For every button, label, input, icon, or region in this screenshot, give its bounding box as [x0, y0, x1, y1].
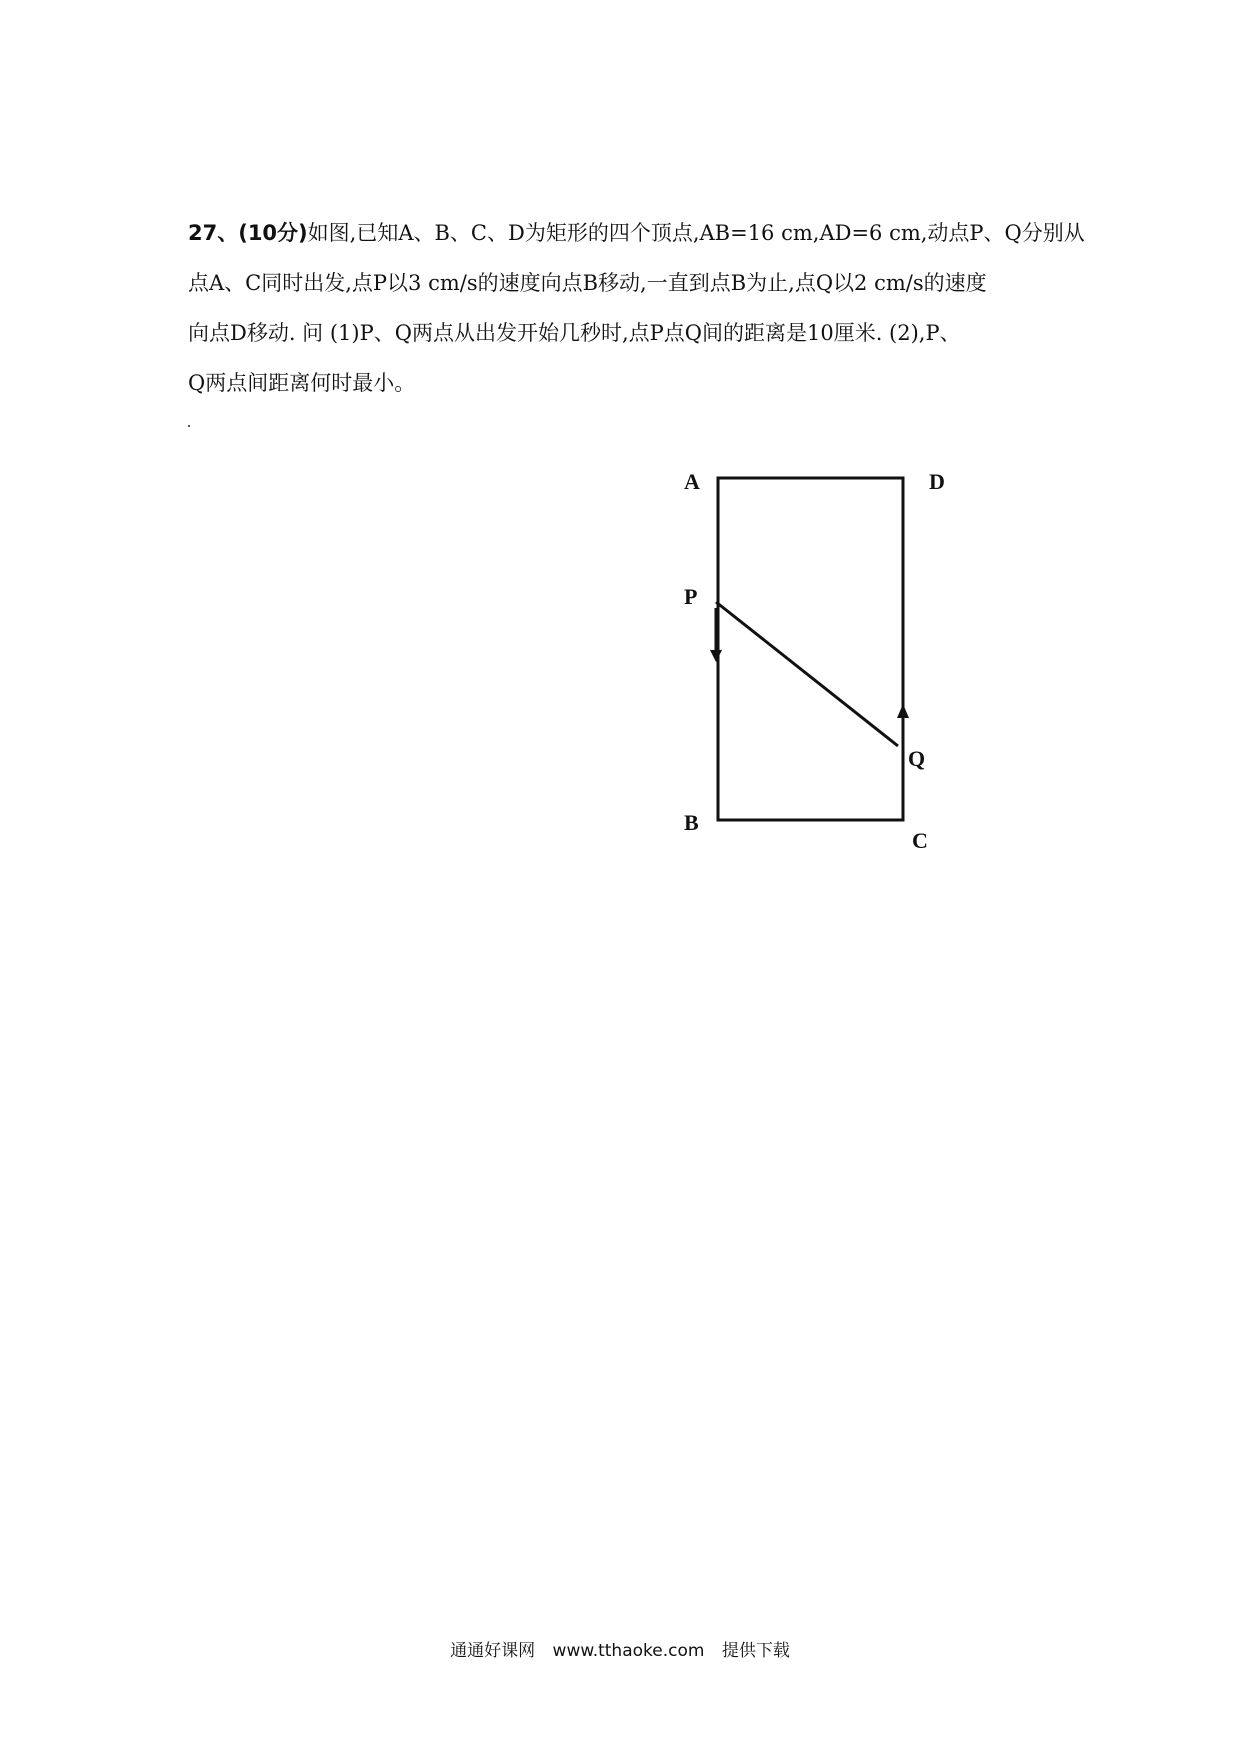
footer-site-name: 通通好课网 [450, 1641, 536, 1661]
arrow-p-down-icon [710, 650, 722, 662]
segment-pq [716, 602, 898, 746]
problem-number: 27、(10分) [188, 221, 308, 245]
footer-url: www.tthaoke.com [552, 1641, 705, 1661]
label-d: D [929, 469, 945, 494]
arrow-q-up-icon [897, 704, 909, 718]
label-a: A [684, 469, 700, 494]
label-q: Q [908, 746, 926, 771]
problem-text [188, 208, 1085, 408]
problem-line-1 [188, 208, 1085, 258]
problem-line-2: 点A、C同时出发,点P以3 cm/s的速度向点B移动,一直到点B为止,点Q以2 cm/s的速度 [188, 271, 987, 295]
page-footer [0, 1636, 1240, 1661]
problem-line-1-text: 如图,已知A、B、C、D为矩形的四个顶点,AB=16 cm,AD=6 cm,动点P、Q分别从 [307, 221, 1085, 245]
label-p: P [684, 584, 698, 609]
label-b: B [684, 810, 699, 835]
stray-dot [188, 425, 190, 427]
label-c: C [912, 828, 928, 853]
footer-suffix: 提供下载 [721, 1641, 790, 1661]
problem-line-3: 向点D移动. 问 (1)P、Q两点从出发开始几秒时,点P点Q间的距离是10厘米. (2),P、 [188, 321, 961, 345]
problem-line-4: Q两点间距离何时最小。 [188, 371, 416, 395]
rectangle-abcd [718, 478, 903, 820]
